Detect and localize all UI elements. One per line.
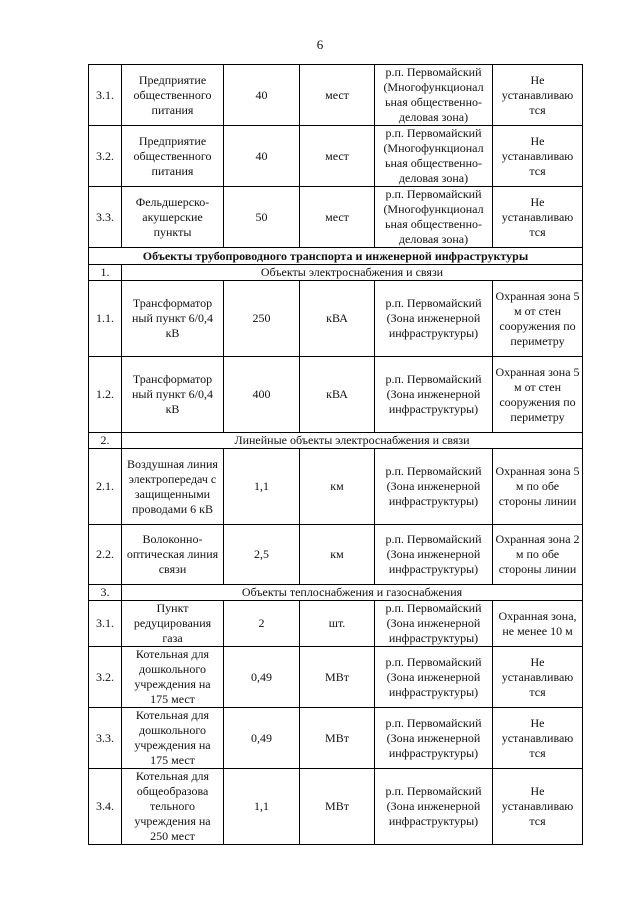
capacity-unit: кВА — [300, 357, 375, 433]
row-number: 2.2. — [89, 525, 122, 585]
capacity-unit: кВА — [300, 281, 375, 357]
page-number: 6 — [316, 37, 324, 52]
table-row — [89, 708, 583, 769]
capacity-unit: шт. — [300, 601, 375, 647]
object-name: Предприятие общественного питания — [122, 126, 224, 187]
group-title: Линейные объекты электроснабжения и связи — [122, 433, 583, 449]
group-row — [89, 433, 583, 449]
capacity-unit: мест — [300, 187, 375, 248]
section-title: Объекты трубопроводного транспорта и инженерной инфраструктуры — [89, 248, 583, 265]
row-number: 3.1. — [89, 601, 122, 647]
capacity-unit: км — [300, 525, 375, 585]
group-title: Объекты теплоснабжения и газоснабжения — [122, 585, 583, 601]
group-title: Объекты электроснабжения и связи — [122, 265, 583, 281]
object-name: Котельная для дошкольного учреждения на 175 мест — [122, 647, 224, 708]
capacity-unit: мест — [300, 65, 375, 126]
table-row — [89, 281, 583, 357]
row-number: 3.2. — [89, 647, 122, 708]
protection-zone: Охранная зона 5 м от стен сооружения по периметру — [493, 357, 583, 433]
object-location: р.п. Первомайский (Зона инженерной инфраструктуры) — [375, 769, 493, 845]
object-capacity: 40 — [224, 65, 300, 126]
row-number: 1.1. — [89, 281, 122, 357]
capacity-unit: МВт — [300, 769, 375, 845]
group-number: 1. — [89, 265, 122, 281]
protection-zone: Охранная зона 5 м по обе стороны линии — [493, 449, 583, 525]
object-name: Котельная для дошкольного учреждения на 175 мест — [122, 708, 224, 769]
objects-table — [88, 64, 583, 845]
protection-zone: Не устанавливаю тся — [493, 126, 583, 187]
object-location: р.п. Первомайский (Многофункционал ьная общественно-деловая зона) — [375, 65, 493, 126]
object-capacity: 400 — [224, 357, 300, 433]
row-number: 3.3. — [89, 187, 122, 248]
section-row — [89, 248, 583, 265]
row-number: 3.3. — [89, 708, 122, 769]
object-name: Трансформатор ный пункт 6/0,4 кВ — [122, 281, 224, 357]
table-row — [89, 647, 583, 708]
object-capacity: 1,1 — [224, 449, 300, 525]
table-row — [89, 769, 583, 845]
object-capacity: 40 — [224, 126, 300, 187]
group-number: 2. — [89, 433, 122, 449]
capacity-unit: МВт — [300, 708, 375, 769]
row-number: 3.1. — [89, 65, 122, 126]
table-row — [89, 601, 583, 647]
table-row — [89, 525, 583, 585]
object-capacity: 0,49 — [224, 708, 300, 769]
object-name: Предприятие общественного питания — [122, 65, 224, 126]
protection-zone: Не устанавливаю тся — [493, 769, 583, 845]
object-capacity: 250 — [224, 281, 300, 357]
object-name: Котельная для общеобразова тельного учреждения на 250 мест — [122, 769, 224, 845]
object-location: р.п. Первомайский (Зона инженерной инфраструктуры) — [375, 647, 493, 708]
object-location: р.п. Первомайский (Зона инженерной инфраструктуры) — [375, 525, 493, 585]
object-location: р.п. Первомайский (Зона инженерной инфраструктуры) — [375, 708, 493, 769]
capacity-unit: км — [300, 449, 375, 525]
object-name: Воздушная линия электропередач с защищенными проводами 6 кВ — [122, 449, 224, 525]
protection-zone: Не устанавливаю тся — [493, 647, 583, 708]
row-number: 2.1. — [89, 449, 122, 525]
group-row — [89, 265, 583, 281]
object-name: Трансформатор ный пункт 6/0,4 кВ — [122, 357, 224, 433]
object-location: р.п. Первомайский (Многофункционал ьная общественно-деловая зона) — [375, 126, 493, 187]
table-row — [89, 449, 583, 525]
group-number: 3. — [89, 585, 122, 601]
capacity-unit: МВт — [300, 647, 375, 708]
protection-zone: Охранная зона, не менее 10 м — [493, 601, 583, 647]
object-location: р.п. Первомайский (Зона инженерной инфраструктуры) — [375, 281, 493, 357]
capacity-unit: мест — [300, 126, 375, 187]
table-row — [89, 126, 583, 187]
object-capacity: 2 — [224, 601, 300, 647]
table-row — [89, 65, 583, 126]
protection-zone: Не устанавливаю тся — [493, 187, 583, 248]
object-capacity: 1,1 — [224, 769, 300, 845]
row-number: 3.4. — [89, 769, 122, 845]
object-name: Фельдшерско-акушерские пункты — [122, 187, 224, 248]
row-number: 3.2. — [89, 126, 122, 187]
table-row — [89, 357, 583, 433]
protection-zone: Охранная зона 5 м от стен сооружения по периметру — [493, 281, 583, 357]
object-capacity: 50 — [224, 187, 300, 248]
protection-zone: Охранная зона 2 м по обе стороны линии — [493, 525, 583, 585]
row-number: 1.2. — [89, 357, 122, 433]
protection-zone: Не устанавливаю тся — [493, 708, 583, 769]
protection-zone: Не устанавливаю тся — [493, 65, 583, 126]
group-row — [89, 585, 583, 601]
object-location: р.п. Первомайский (Зона инженерной инфраструктуры) — [375, 357, 493, 433]
object-capacity: 0,49 — [224, 647, 300, 708]
object-name: Волоконно-оптическая линия связи — [122, 525, 224, 585]
object-capacity: 2,5 — [224, 525, 300, 585]
table-row — [89, 187, 583, 248]
object-location: р.п. Первомайский (Зона инженерной инфраструктуры) — [375, 601, 493, 647]
object-location: р.п. Первомайский (Зона инженерной инфраструктуры) — [375, 449, 493, 525]
object-name: Пункт редуцирования газа — [122, 601, 224, 647]
object-location: р.п. Первомайский (Многофункционал ьная общественно-деловая зона) — [375, 187, 493, 248]
